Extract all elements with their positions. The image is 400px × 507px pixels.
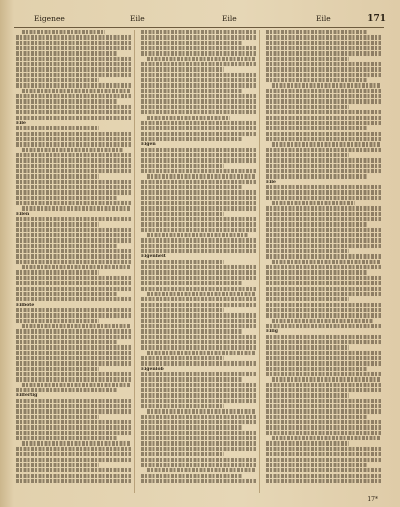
text-line xyxy=(141,404,224,408)
text-line xyxy=(16,463,99,467)
text-line xyxy=(16,335,131,339)
text-line xyxy=(141,441,256,445)
text-line xyxy=(141,180,256,184)
text-line xyxy=(16,319,99,323)
text-line xyxy=(22,441,131,445)
column-left xyxy=(16,30,135,493)
text-line xyxy=(16,254,131,258)
text-line xyxy=(16,46,131,50)
text-line xyxy=(266,35,381,39)
text-line xyxy=(266,99,381,103)
text-line xyxy=(266,479,381,483)
text-line xyxy=(266,324,381,328)
text-line xyxy=(22,383,131,387)
text-line xyxy=(16,105,131,109)
text-line xyxy=(141,78,256,82)
text-line xyxy=(266,458,381,462)
text-line xyxy=(141,436,256,440)
text-line xyxy=(16,340,117,344)
text-line xyxy=(141,329,242,333)
text-line xyxy=(141,447,256,451)
text-line xyxy=(266,474,381,478)
text-line xyxy=(16,415,99,419)
text-line xyxy=(16,57,131,61)
text-line xyxy=(141,41,242,45)
text-line xyxy=(16,169,131,173)
text-line xyxy=(266,46,381,50)
text-line xyxy=(266,57,349,61)
text-line xyxy=(16,270,99,274)
text-line xyxy=(141,185,242,189)
text-line xyxy=(16,196,117,200)
text-line xyxy=(141,190,256,194)
text-line xyxy=(266,105,349,109)
text-line xyxy=(266,185,381,189)
text-line xyxy=(266,206,381,210)
text-line xyxy=(266,116,381,120)
text-line xyxy=(272,201,355,205)
text-line xyxy=(141,377,242,381)
text-line xyxy=(266,399,381,403)
text-line xyxy=(141,308,224,312)
text-line xyxy=(16,126,99,130)
text-line xyxy=(16,62,131,66)
text-line xyxy=(16,238,131,242)
page-number: 171 xyxy=(367,14,386,24)
text-line xyxy=(266,78,367,82)
text-line xyxy=(266,372,381,376)
text-line xyxy=(141,297,256,301)
text-line xyxy=(16,468,131,472)
text-line xyxy=(22,265,131,269)
text-line xyxy=(141,126,256,130)
text-line xyxy=(141,458,256,462)
text-line xyxy=(16,377,131,381)
text-line xyxy=(272,142,381,146)
text-line xyxy=(16,474,131,478)
entry-headword: Eigenlob xyxy=(141,366,164,372)
text-line xyxy=(141,137,242,141)
text-line xyxy=(141,169,256,173)
text-line xyxy=(266,153,349,157)
text-line xyxy=(16,313,131,317)
text-line xyxy=(141,105,256,109)
text-line xyxy=(141,30,256,34)
text-line xyxy=(141,228,256,232)
entry-headword: Eilbote xyxy=(16,302,35,308)
text-line xyxy=(147,409,256,413)
header-left-word: Eigenee xyxy=(34,14,65,23)
text-line xyxy=(16,142,131,146)
text-line xyxy=(16,431,131,435)
entry-headword: Eile xyxy=(266,179,276,185)
text-line xyxy=(141,287,256,291)
text-line xyxy=(16,351,131,355)
text-line xyxy=(266,351,381,355)
text-line xyxy=(16,35,131,39)
text-line xyxy=(141,46,256,50)
text-line xyxy=(266,308,381,312)
text-line xyxy=(266,335,381,339)
text-line xyxy=(16,308,131,312)
text-line xyxy=(16,388,117,392)
text-line xyxy=(141,270,256,274)
entry-headword: Eile xyxy=(16,120,26,126)
text-line xyxy=(266,196,381,200)
text-line xyxy=(16,158,131,162)
text-line xyxy=(141,83,256,87)
text-line xyxy=(141,94,256,98)
text-line xyxy=(266,110,381,114)
text-line xyxy=(141,313,256,317)
text-line xyxy=(272,436,381,440)
text-line xyxy=(266,169,381,173)
text-line xyxy=(141,452,224,456)
header-center-word-1: Eile xyxy=(130,14,145,23)
text-line xyxy=(141,222,256,226)
text-line xyxy=(141,99,256,103)
text-line xyxy=(141,265,256,269)
text-line xyxy=(266,313,381,317)
text-line xyxy=(16,228,131,232)
text-line xyxy=(266,425,381,429)
text-line xyxy=(266,431,381,435)
text-line xyxy=(141,238,256,242)
text-line xyxy=(16,479,131,483)
text-line xyxy=(141,110,256,114)
text-line xyxy=(16,249,131,253)
text-line xyxy=(16,190,131,194)
text-line xyxy=(141,340,256,344)
text-line xyxy=(141,196,256,200)
text-line xyxy=(266,409,381,413)
text-line xyxy=(141,335,256,339)
text-line xyxy=(266,447,381,451)
text-line xyxy=(16,297,131,301)
text-line xyxy=(141,474,242,478)
entry-headword: Eigenheit xyxy=(141,254,166,260)
text-line xyxy=(16,287,131,291)
text-line xyxy=(141,356,224,360)
text-line xyxy=(16,447,131,451)
text-line xyxy=(266,126,367,130)
text-line xyxy=(16,329,131,333)
text-line xyxy=(141,260,224,264)
text-line xyxy=(16,458,131,462)
text-line xyxy=(16,132,131,136)
text-line xyxy=(16,180,131,184)
text-line xyxy=(16,201,131,205)
text-line xyxy=(141,164,224,168)
text-line xyxy=(16,281,131,285)
text-line xyxy=(16,425,131,429)
text-line xyxy=(266,94,381,98)
text-line xyxy=(266,292,381,296)
text-line xyxy=(141,121,256,125)
text-line xyxy=(16,436,117,440)
text-line xyxy=(141,425,242,429)
text-line xyxy=(266,281,381,285)
text-line xyxy=(16,233,131,237)
text-line xyxy=(266,415,367,419)
text-line xyxy=(272,319,373,323)
text-line xyxy=(266,345,349,349)
text-line xyxy=(141,463,256,467)
text-line xyxy=(16,420,131,424)
text-line xyxy=(16,222,99,226)
text-line xyxy=(266,244,381,248)
text-line xyxy=(266,340,381,344)
text-line xyxy=(272,260,381,264)
text-line xyxy=(22,206,131,210)
text-line xyxy=(16,260,131,264)
text-line xyxy=(266,404,381,408)
text-line xyxy=(141,303,256,307)
text-line xyxy=(266,132,381,136)
text-line xyxy=(266,420,381,424)
text-line xyxy=(266,238,381,242)
text-line xyxy=(16,83,131,87)
text-line xyxy=(141,35,256,39)
text-line xyxy=(16,110,131,114)
text-line xyxy=(16,73,131,77)
text-line xyxy=(272,83,381,87)
text-line xyxy=(16,185,131,189)
text-line xyxy=(266,228,381,232)
text-line xyxy=(266,41,381,45)
text-line xyxy=(141,62,256,66)
text-line xyxy=(266,30,367,34)
text-line xyxy=(266,67,381,71)
text-line xyxy=(141,345,256,349)
text-line xyxy=(16,116,131,120)
text-line xyxy=(141,324,256,328)
header-center-word-2: Eile xyxy=(222,14,237,23)
text-line xyxy=(266,212,381,216)
text-line xyxy=(266,222,367,226)
text-line xyxy=(141,479,256,483)
text-line xyxy=(266,441,349,445)
text-line xyxy=(16,78,99,82)
entry-headword: Eigen xyxy=(141,142,156,148)
text-line xyxy=(16,372,131,376)
text-line xyxy=(147,233,248,237)
text-line xyxy=(141,393,256,397)
text-line xyxy=(141,276,256,280)
text-line xyxy=(141,415,256,419)
text-line xyxy=(141,420,256,424)
text-line xyxy=(22,324,131,328)
text-line xyxy=(266,297,349,301)
text-line xyxy=(266,148,381,152)
text-line xyxy=(16,67,131,71)
column-middle xyxy=(141,30,260,493)
text-line xyxy=(16,99,117,103)
text-line xyxy=(147,468,256,472)
signature-mark: 17* xyxy=(367,496,378,503)
text-line xyxy=(141,281,242,285)
text-line xyxy=(266,121,381,125)
entry-headword: Eilfertig xyxy=(16,393,38,399)
text-line xyxy=(16,174,99,178)
text-line xyxy=(266,388,381,392)
header-rule xyxy=(14,27,384,28)
text-line xyxy=(16,409,131,413)
text-line xyxy=(266,356,381,360)
text-line xyxy=(266,89,381,93)
text-line xyxy=(16,137,131,141)
column-right xyxy=(266,30,384,493)
text-line xyxy=(16,345,131,349)
text-line xyxy=(266,62,381,66)
text-line xyxy=(266,265,381,269)
text-line xyxy=(141,158,256,162)
text-line xyxy=(16,292,117,296)
text-line xyxy=(266,361,381,365)
text-line xyxy=(266,233,381,237)
text-line xyxy=(266,190,381,194)
text-line xyxy=(16,94,131,98)
text-line xyxy=(266,383,381,387)
text-line xyxy=(266,452,381,456)
text-columns xyxy=(16,30,384,493)
text-line xyxy=(266,73,381,77)
text-line xyxy=(141,372,256,376)
text-line xyxy=(16,399,131,403)
text-line xyxy=(141,319,256,323)
text-line xyxy=(141,244,256,248)
text-line xyxy=(266,468,381,472)
text-line xyxy=(141,206,256,210)
text-line xyxy=(266,393,349,397)
text-line xyxy=(16,367,99,371)
text-line xyxy=(266,217,381,221)
text-line xyxy=(141,431,256,435)
text-line xyxy=(141,399,256,403)
text-line xyxy=(266,463,367,467)
text-line xyxy=(266,303,381,307)
text-line xyxy=(266,164,381,168)
text-line xyxy=(22,89,131,93)
text-line xyxy=(141,73,256,77)
page-header xyxy=(12,12,386,26)
text-line xyxy=(16,153,131,157)
text-line xyxy=(147,57,256,61)
text-line xyxy=(141,361,256,365)
text-line xyxy=(141,153,256,157)
text-line xyxy=(266,249,349,253)
text-line xyxy=(141,217,256,221)
text-line xyxy=(16,452,131,456)
text-line xyxy=(16,361,131,365)
text-line xyxy=(141,388,256,392)
text-line xyxy=(141,212,224,216)
text-line xyxy=(141,201,256,205)
text-line xyxy=(266,287,381,291)
header-center-word-3: Eile xyxy=(316,14,331,23)
text-line xyxy=(22,148,123,152)
text-line xyxy=(141,148,256,152)
text-line xyxy=(141,132,256,136)
text-line xyxy=(266,367,367,371)
text-line xyxy=(272,377,381,381)
entry-headword: Eilen xyxy=(16,211,30,217)
text-line xyxy=(147,292,256,296)
text-line xyxy=(16,51,117,55)
text-line xyxy=(141,51,256,55)
text-line xyxy=(16,164,131,168)
text-line xyxy=(147,174,256,178)
text-line xyxy=(16,217,131,221)
text-line xyxy=(16,356,131,360)
text-line xyxy=(147,351,256,355)
text-line xyxy=(22,30,105,34)
text-line xyxy=(141,383,256,387)
text-line xyxy=(141,67,224,71)
text-line xyxy=(266,276,381,280)
text-line xyxy=(16,244,117,248)
text-line xyxy=(266,137,381,141)
text-line xyxy=(16,41,131,45)
text-line xyxy=(147,116,230,120)
text-line xyxy=(266,254,381,258)
text-line xyxy=(141,89,242,93)
text-line xyxy=(266,158,381,162)
text-line xyxy=(141,249,256,253)
text-line xyxy=(16,404,131,408)
text-line xyxy=(16,276,131,280)
text-line xyxy=(266,51,381,55)
entry-headword: Eilig xyxy=(266,329,278,335)
text-line xyxy=(266,174,367,178)
text-line xyxy=(266,270,367,274)
